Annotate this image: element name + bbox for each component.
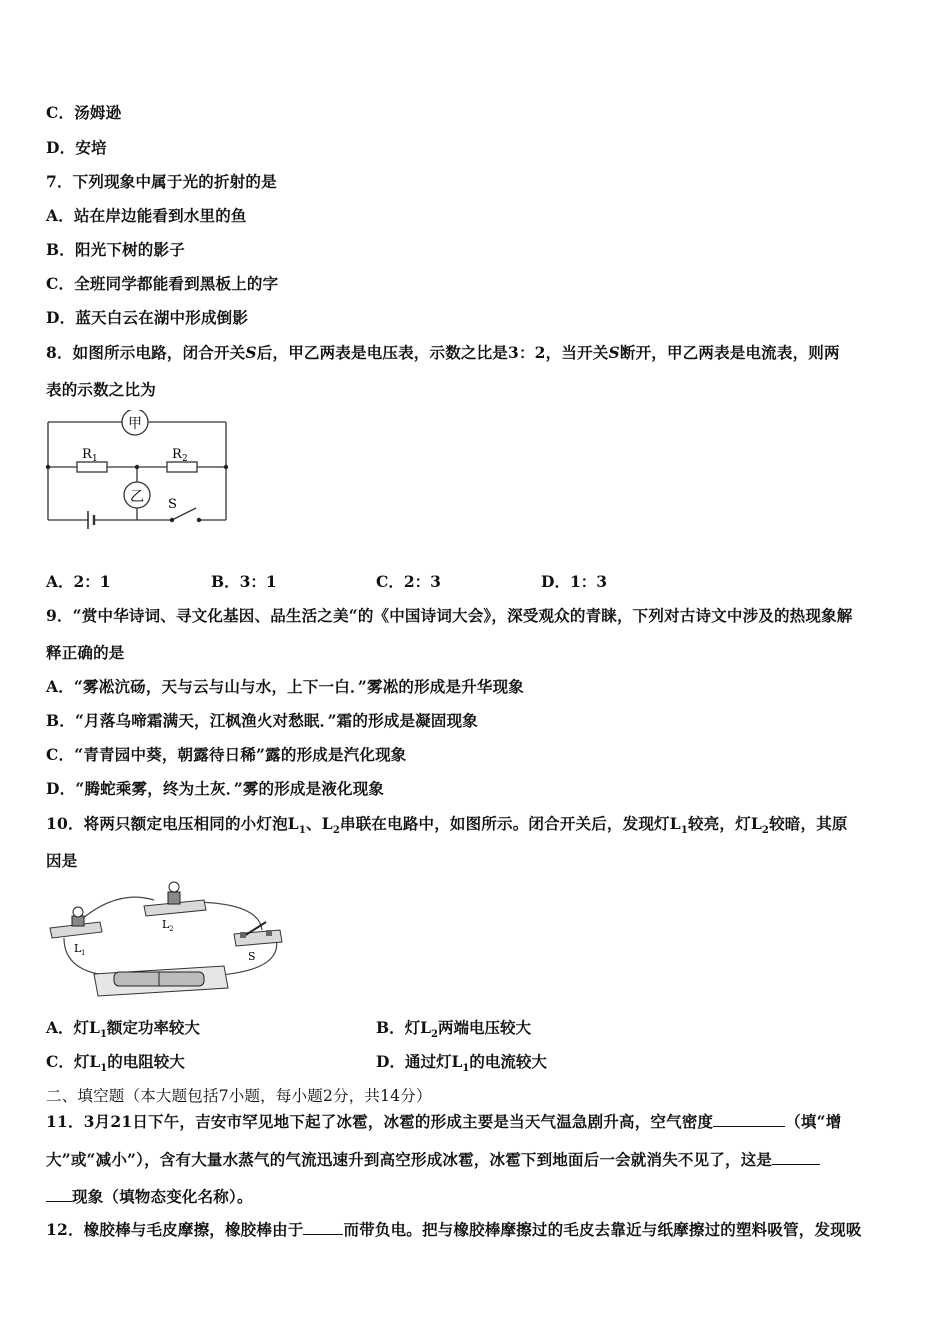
- q11-line3: 现象（填物态变化名称）。: [46, 1185, 253, 1207]
- svg-text:乙: 乙: [130, 489, 144, 505]
- svg-text:L: L: [162, 918, 170, 931]
- battery-box-icon: [94, 966, 228, 996]
- q9-option-c: C．“青青园中葵，朝露待日稀”露的形成是汽化现象: [46, 745, 407, 764]
- q9-stem-line1: 9．“赏中华诗词、寻文化基因、品生活之美“的《中国诗词大会》，深受观众的青睐，下列对古诗文中涉及的热现象解: [46, 606, 853, 625]
- lamp-l2-icon: [144, 882, 206, 916]
- section2-title: 二、填空题（本大题包括7小题，每小题2分，共14分）: [46, 1087, 432, 1105]
- q11-blank-1[interactable]: [713, 1112, 785, 1127]
- q10-option-b: B．灯$L_2$两端电压较大: [376, 1018, 531, 1041]
- q8-option-d: D．1：3: [541, 572, 608, 591]
- q7-stem: 7．下列现象中属于光的折射的是: [46, 172, 277, 191]
- q11-blank-2[interactable]: [772, 1150, 820, 1165]
- svg-text:1: 1: [81, 949, 86, 957]
- q10-stem-line2: 因是: [46, 851, 78, 870]
- q11-line2: 大”或“减小”），含有大量水蒸气的气流迅速升到高空形成冰雹，冰雹下到地面后一会就消失不见了，这是: [46, 1148, 820, 1170]
- svg-text:S: S: [248, 950, 256, 963]
- q6-option-d: D．安培: [46, 138, 107, 157]
- svg-text:L: L: [74, 942, 82, 955]
- svg-text:R: R: [172, 447, 182, 462]
- q7-option-a: A．站在岸边能看到水里的鱼: [46, 206, 247, 225]
- q7-option-b: B．阳光下树的影子: [46, 240, 185, 259]
- q11-blank-2-cont[interactable]: [46, 1187, 72, 1202]
- svg-text:R: R: [82, 447, 92, 462]
- q8-circuit-diagram: [42, 410, 242, 530]
- q8-stem-line1: 8．如图所示电路，闭合开关S后，甲乙两表是电压表，示数之比是3：2，当开关S断开，甲乙两表是电流表，则两: [46, 343, 840, 362]
- q10-option-d: D．通过灯$L_1$的电流较大: [376, 1052, 547, 1075]
- svg-text:1: 1: [92, 454, 98, 464]
- q11-line1: 11．3月21日下午，吉安市罕见地下起了冰雹，冰雹的形成主要是当天气温急剧升高，空气密度 （填“增: [46, 1112, 842, 1131]
- q9-stem-line2: 释正确的是: [46, 643, 125, 662]
- svg-text:甲: 甲: [128, 416, 142, 432]
- q12-blank-1[interactable]: [303, 1220, 343, 1235]
- q6-option-c: C．汤姆逊: [46, 103, 122, 122]
- q7-option-c: C．全班同学都能看到黑板上的字: [46, 274, 279, 293]
- svg-text:2: 2: [169, 925, 174, 933]
- q8-option-c: C．2：3: [376, 572, 441, 591]
- q12-line1: 12．橡胶棒与毛皮摩擦，橡胶棒由于 而带负电。把与橡胶棒摩擦过的毛皮去靠近与纸摩擦过的塑料吸管，发现吸: [46, 1220, 862, 1239]
- q8-option-a: A．2：1: [46, 572, 111, 591]
- q10-option-a: A．灯$L_1$额定功率较大: [46, 1018, 200, 1041]
- q10-circuit-photo: [44, 878, 284, 998]
- svg-text:S: S: [168, 497, 177, 512]
- q8-stem-line2: 表的示数之比为: [46, 380, 156, 399]
- lamp-l1-icon: [50, 907, 102, 938]
- q9-option-a: A．“雾凇沆砀，天与云与山与水，上下一白．”雾凇的形成是升华现象: [46, 677, 525, 696]
- q7-option-d: D．蓝天白云在湖中形成倒影: [46, 308, 249, 327]
- q8-option-b: B．3：1: [211, 572, 277, 591]
- q10-option-c: C．灯$L_1$的电阻较大: [46, 1052, 185, 1075]
- q9-option-b: B．“月落乌啼霜满天，江枫渔火对愁眠．”霜的形成是凝固现象: [46, 711, 478, 730]
- q10-stem-line1: 10．将两只额定电压相同的小灯泡$L_1$、$L_2$串联在电路中，如图所示。闭合开关后，发现灯$L_1$较亮，灯$L_2$较暗，其原: [46, 814, 848, 837]
- q9-option-d: D．“腾蛇乘雾，终为土灰．”雾的形成是液化现象: [46, 779, 385, 798]
- switch-s-icon: [234, 922, 282, 946]
- svg-text:2: 2: [182, 454, 188, 464]
